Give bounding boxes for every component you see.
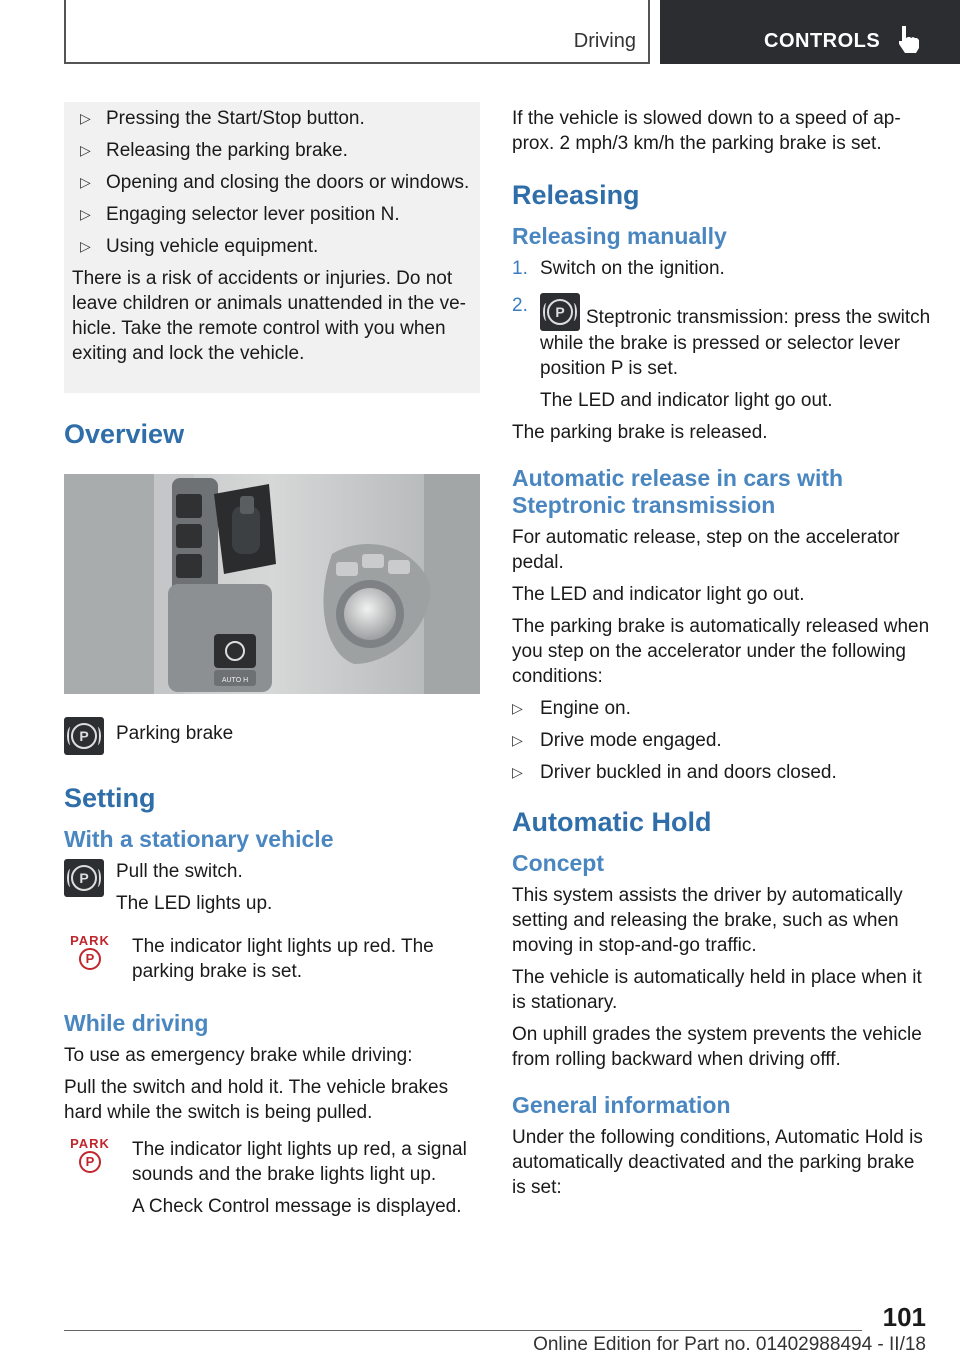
park-indicator-icon: PARK P — [64, 1137, 116, 1181]
list-item: ▷ Engine on. — [512, 698, 631, 719]
parking-brake-button-icon: P — [64, 859, 104, 897]
warning-box — [64, 102, 480, 393]
list-item: ▷ Engaging selector lever position N. — [80, 204, 400, 225]
footer-divider — [64, 1330, 862, 1331]
release-steps — [512, 256, 932, 413]
led-lights-up-text: The LED lights up. — [116, 893, 273, 914]
indicator-red-row — [64, 934, 480, 984]
auto-hold-heading: Automatic Hold — [512, 807, 712, 837]
header-section-box — [64, 0, 650, 64]
triangle-bullet-icon: ▷ — [512, 764, 523, 780]
parking-brake-legend — [64, 717, 480, 761]
indicator-red-text: The indicator light lights up red. The parking brake is set. — [132, 936, 434, 982]
warning-list — [72, 106, 472, 259]
pull-switch-row — [64, 859, 480, 916]
auto-release-heading: Automatic release in cars with Steptronic transmission — [512, 465, 844, 518]
warning-text: There is a risk of accidents or injuries. Do not leave children or animals unattended in the vehicle. Take the remote control with you when exiting and lock the vehicle. — [72, 268, 466, 364]
while-driving-heading: While driving — [64, 1010, 209, 1036]
left-column — [64, 102, 480, 1226]
indicator-signal-row — [64, 1137, 480, 1219]
auto-release-text: For automatic release, step on the accelerator pedal. — [512, 527, 900, 573]
pull-hold-text: Pull the switch and hold it. The vehicle brakes hard while the switch is being pulled. — [64, 1077, 449, 1123]
pointing-hand-icon — [896, 24, 922, 54]
footer-edition: Online Edition for Part no. 01402988494 - II/18 — [533, 1334, 926, 1355]
list-item: ▷ Opening and closing the doors or windows. — [80, 172, 470, 193]
setting-heading: Setting — [64, 783, 156, 813]
triangle-bullet-icon: ▷ — [512, 700, 523, 716]
led-go-out-text: The LED and indicator light go out. — [512, 584, 805, 605]
general-info-heading: General information — [512, 1092, 731, 1118]
conditions-list — [512, 696, 932, 785]
center-console-photo — [64, 474, 480, 694]
releasing-heading: Releasing — [512, 180, 640, 210]
uphill-text: On uphill grades the system prevents the vehicle from rolling backward when driving offf. — [512, 1024, 922, 1070]
concept-heading: Concept — [512, 850, 604, 876]
list-item: 1. Switch on the ignition. — [512, 258, 725, 279]
released-text: The parking brake is released. — [512, 422, 768, 443]
list-item: ▷ Using vehicle equipment. — [80, 236, 319, 257]
triangle-bullet-icon: ▷ — [512, 732, 523, 748]
list-item: 2. P Steptronic transmission: press the switch while the brake is pressed or selector lever position P is set. The LED and indicator light go out. — [512, 295, 931, 411]
emergency-text: To use as emergency brake while driving: — [64, 1045, 413, 1066]
park-indicator-icon: PARK P — [64, 934, 116, 978]
triangle-bullet-icon: ▷ — [80, 206, 91, 222]
header-chapter-box — [660, 0, 960, 64]
page-number: 101 — [882, 1302, 926, 1332]
list-item: ▷ Drive mode engaged. — [512, 730, 722, 751]
list-item: ▷ Releasing the parking brake. — [80, 140, 348, 161]
right-column — [512, 102, 932, 1207]
list-item: ▷ Driver buckled in and doors closed. — [512, 762, 837, 783]
led-go-out-text: The LED and indicator light go out. — [540, 390, 833, 411]
triangle-bullet-icon: ▷ — [80, 110, 91, 126]
parking-brake-label: Parking brake — [116, 723, 234, 744]
concept-text: This system assists the driver by automatically setting and releasing the brake, such as when moving in stop-and-go traffic. — [512, 885, 903, 956]
stationary-vehicle-heading: With a stationary vehicle — [64, 826, 334, 852]
triangle-bullet-icon: ▷ — [80, 238, 91, 254]
parking-brake-button-icon: P — [540, 293, 580, 331]
auto-released-text: The parking brake is automatically released when you step on the accelerator under the following conditions: — [512, 616, 930, 687]
pull-switch-text: Pull the switch. — [116, 861, 243, 882]
overview-heading: Overview — [64, 419, 185, 449]
triangle-bullet-icon: ▷ — [80, 142, 91, 158]
slowed-text: If the vehicle is slowed down to a speed of approx. 2 mph/3 km/h the parking brake is set. — [512, 108, 901, 154]
header-chapter-title: CONTROLS — [764, 30, 881, 52]
header-section-title: Driving — [573, 30, 636, 52]
triangle-bullet-icon: ▷ — [80, 174, 91, 190]
check-control-text: A Check Control message is displayed. — [132, 1196, 462, 1217]
held-text: The vehicle is automatically held in place when it is stationary. — [512, 967, 922, 1013]
releasing-manually-heading: Releasing manually — [512, 223, 727, 249]
list-item: ▷ Pressing the Start/Stop button. — [80, 108, 365, 129]
indicator-signal-text: The indicator light lights up red, a signal sounds and the brake lights light up. — [132, 1139, 467, 1185]
parking-brake-button-icon: P — [64, 717, 104, 755]
general-info-text: Under the following conditions, Automatic Hold is automatically deactivated and the parking brake is set: — [512, 1127, 923, 1198]
svg-text:AUTO H: AUTO H — [221, 677, 249, 684]
